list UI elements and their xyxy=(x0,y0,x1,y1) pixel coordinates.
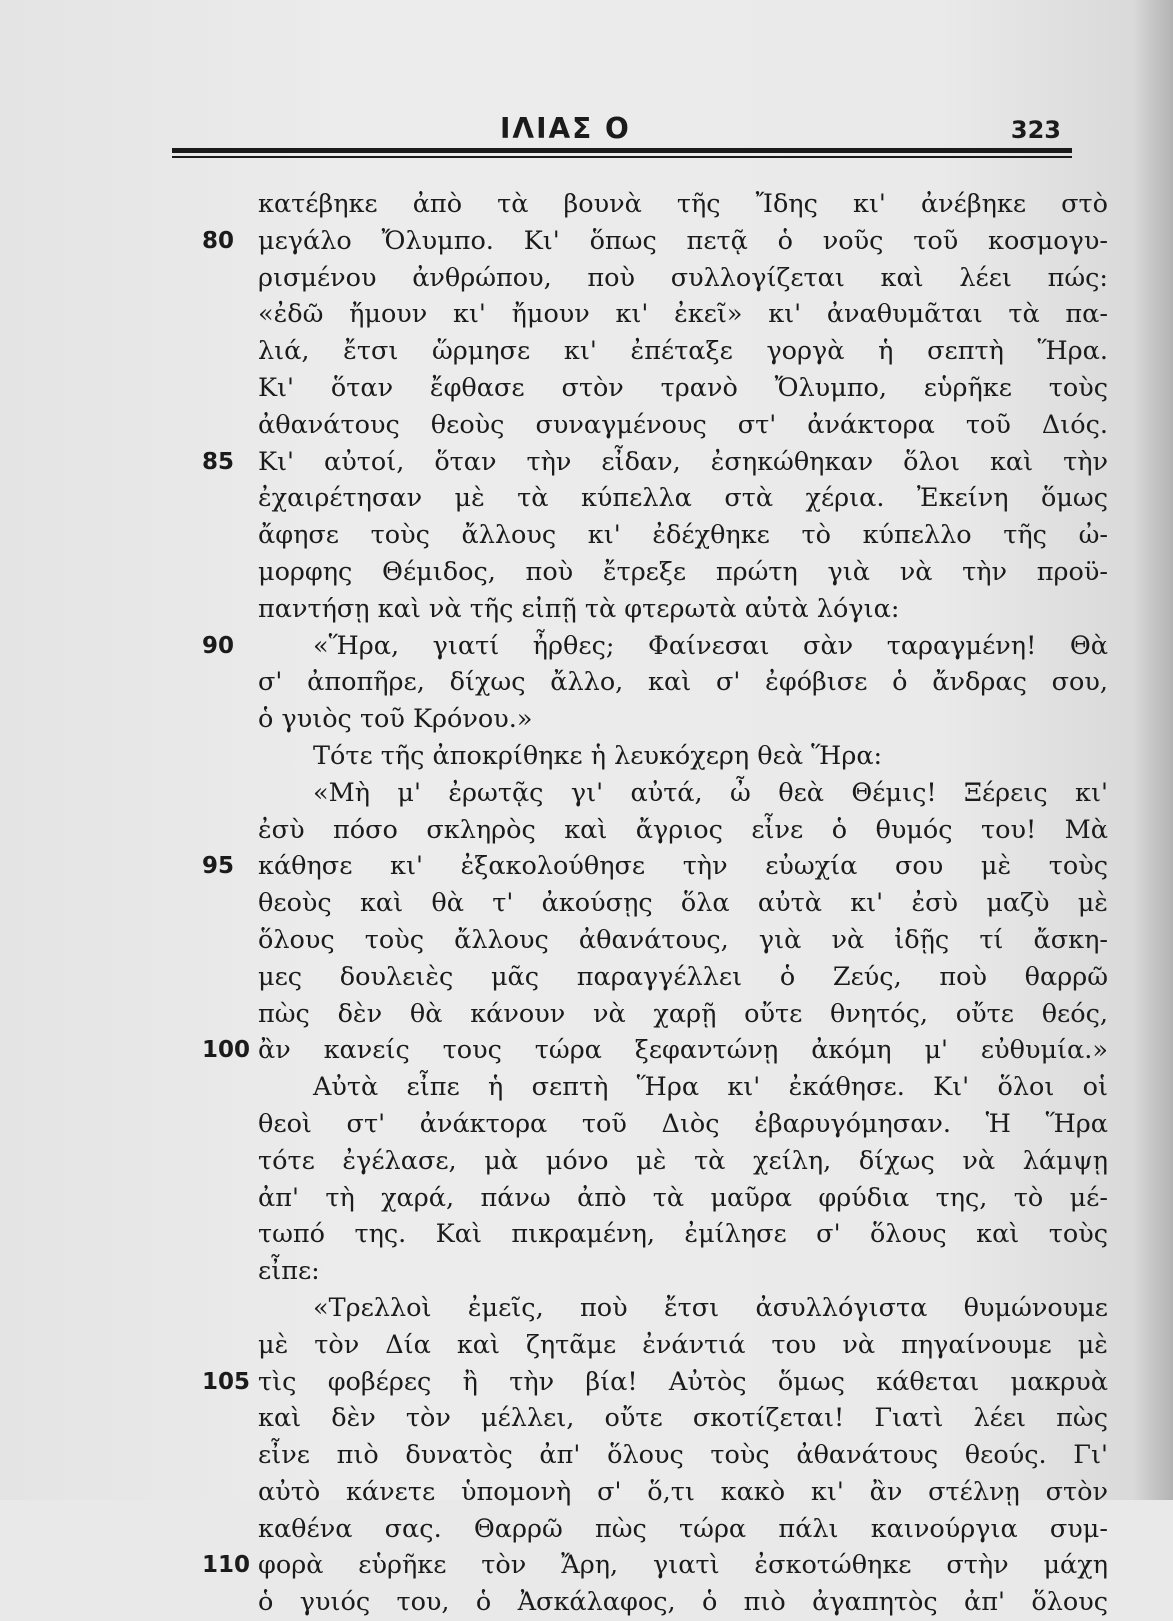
text-line xyxy=(258,1437,1108,1474)
text-line xyxy=(258,738,1108,775)
line-text: φορὰ εὑρῆκε τὸν Ἄρη, γιατὶ ἐσκοτώθηκε στὴν μάχη xyxy=(258,1550,1108,1581)
line-text: λιά, ἔτσι ὥρμησε κι' ἐπέταξε γοργὰ ἡ σεπτὴ Ἥρα. xyxy=(258,336,1108,367)
text-line xyxy=(258,1400,1108,1437)
running-head: ΙΛΙΑΣ Ο xyxy=(500,112,631,145)
text-line xyxy=(258,186,1108,223)
line-text: ρισμένου ἀνθρώπου, ποὺ συλλογίζεται καὶ λέει πώς: xyxy=(258,262,1108,293)
text-line xyxy=(258,664,1108,701)
line-text: εἶνε πιὸ δυνατὸς ἀπ' ὅλους τοὺς ἀθανάτους θεούς. Γι' xyxy=(258,1440,1108,1471)
page-header xyxy=(170,112,1075,152)
text-line xyxy=(202,628,1108,665)
text-line xyxy=(258,1106,1108,1143)
text-line xyxy=(258,591,1108,628)
line-text: Κι' ὅταν ἔφθασε στὸν τρανὸ Ὄλυμπο, εὑρῆκε τοὺς xyxy=(258,372,1108,403)
text-line xyxy=(202,223,1108,260)
line-text: «Ἥρα, γιατί ἦρθες; Φαίνεσαι σὰν ταραγμένη! Θὰ xyxy=(313,630,1108,661)
line-text: ὁ γυιός του, ὁ Ἀσκάλαφος, ὁ πιὸ ἀγαπητὸς ἀπ' ὅλους xyxy=(258,1587,1108,1618)
text-line xyxy=(258,554,1108,591)
line-number: 100 xyxy=(202,1037,251,1064)
text-line xyxy=(202,1364,1108,1401)
line-text: ὅλους τοὺς ἄλλους ἀθανάτους, γιὰ νὰ ἰδῇς τί ἄσκη- xyxy=(258,924,1108,955)
text-line xyxy=(258,333,1108,370)
line-text: Αὐτὰ εἶπε ἡ σεπτὴ Ἥρα κι' ἐκάθησε. Κι' ὅλοι οἱ xyxy=(313,1072,1108,1103)
text-line xyxy=(258,812,1108,849)
text-line xyxy=(202,1032,1108,1069)
line-text: «ἐδῶ ἤμουν κι' ἤμουν κι' ἐκεῖ» κι' ἀναθυμᾶται τὰ πα- xyxy=(258,299,1108,330)
page-edge-shadow xyxy=(1133,0,1173,1500)
text-line xyxy=(202,444,1108,481)
line-text: ἐσὺ πόσο σκληρὸς καὶ ἄγριος εἶνε ὁ θυμός του! Μὰ xyxy=(258,814,1108,845)
text-body xyxy=(202,186,1108,1621)
line-text: «Μὴ μ' ἐρωτᾷς γι' αὐτά, ὦ θεὰ Θέμις! Ξέρεις κι' xyxy=(313,777,1108,808)
line-text: τὶς φοβέρες ἢ τὴν βία! Αὐτὸς ὅμως κάθεται μακρυὰ xyxy=(258,1366,1108,1397)
page-number: 323 xyxy=(1010,116,1061,144)
line-text: τωπό της. Καὶ πικραμένη, ἐμίλησε σ' ὅλους καὶ τοὺς xyxy=(258,1219,1108,1250)
text-line xyxy=(258,1253,1108,1290)
line-text: αὐτὸ κάνετε ὑπομονὴ σ' ὅ,τι κακὸ κι' ἂν στέλνῃ στὸν xyxy=(258,1476,1108,1507)
line-text: μορφης Θέμιδος, ποὺ ἔτρεξε πρώτη γιὰ νὰ τὴν προϋ- xyxy=(258,556,1108,587)
line-text: σ' ἀποπῆρε, δίχως ἄλλο, καὶ σ' ἐφόβισε ὁ ἄνδρας σου, xyxy=(258,667,1108,698)
text-line xyxy=(258,480,1108,517)
line-text: «Τρελλοὶ ἐμεῖς, ποὺ ἔτσι ἀσυλλόγιστα θυμώνουμε xyxy=(313,1292,1108,1323)
text-line xyxy=(258,407,1108,444)
text-line xyxy=(258,959,1108,996)
line-text: κάθησε κι' ἐξακολούθησε τὴν εὐωχία σου μὲ τοὺς xyxy=(258,851,1108,882)
text-line xyxy=(258,996,1108,1033)
text-line xyxy=(258,701,1108,738)
line-number: 80 xyxy=(202,227,235,254)
line-text: πὼς δὲν θὰ κάνουν νὰ χαρῇ οὔτε θνητός, οὔτε θεός, xyxy=(258,998,1108,1029)
line-text: μες δουλειὲς μᾶς παραγγέλλει ὁ Ζεύς, ποὺ θαρρῶ xyxy=(258,961,1108,992)
line-number: 90 xyxy=(202,632,235,659)
line-text: καὶ δὲν τὸν μέλλει, οὔτε σκοτίζεται! Γιατὶ λέει πὼς xyxy=(258,1403,1108,1434)
line-text: μεγάλο Ὄλυμπο. Κι' ὅπως πετᾷ ὁ νοῦς τοῦ κοσμογυ- xyxy=(258,225,1108,256)
text-line xyxy=(258,260,1108,297)
text-line xyxy=(258,1290,1108,1327)
text-line xyxy=(258,1216,1108,1253)
text-line xyxy=(258,1327,1108,1364)
line-text: ἀθανάτους θεοὺς συναγμένους στ' ἀνάκτορα τοῦ Διός. xyxy=(258,409,1108,440)
text-line xyxy=(258,1511,1108,1548)
line-text: Κι' αὐτοί, ὅταν τὴν εἶδαν, ἐσηκώθηκαν ὅλοι καὶ τὴν xyxy=(258,446,1108,477)
text-line xyxy=(258,775,1108,812)
text-line xyxy=(202,848,1108,885)
text-line xyxy=(258,1143,1108,1180)
line-text: παντήσῃ καὶ νὰ τῆς εἰπῇ τὰ φτερωτὰ αὐτὰ λόγια: xyxy=(258,593,900,624)
line-text: θεοὺς καὶ θὰ τ' ἀκούσῃς ὅλα αὐτὰ κι' ἐσὺ μαζὺ μὲ xyxy=(258,888,1108,919)
line-text: τότε ἐγέλασε, μὰ μόνο μὲ τὰ χείλη, δίχως νὰ λάμψῃ xyxy=(258,1145,1108,1176)
line-number: 110 xyxy=(202,1552,251,1579)
line-text: μὲ τὸν Δία καὶ ζητᾶμε ἐνάντιά του νὰ πηγαίνουμε μὲ xyxy=(258,1329,1108,1360)
line-text: Τότε τῆς ἀποκρίθηκε ἡ λευκόχερη θεὰ Ἥρα: xyxy=(313,740,883,771)
line-text: ἀπ' τὴ χαρά, πάνω ἀπὸ τὰ μαῦρα φρύδια της, τὸ μέ- xyxy=(258,1182,1108,1213)
line-text: ὁ γυιὸς τοῦ Κρόνου.» xyxy=(258,704,533,735)
text-line xyxy=(258,885,1108,922)
text-line xyxy=(258,922,1108,959)
text-line xyxy=(258,1069,1108,1106)
text-line xyxy=(258,1180,1108,1217)
text-line xyxy=(258,517,1108,554)
line-text: κατέβηκε ἀπὸ τὰ βουνὰ τῆς Ἴδης κι' ἀνέβηκε στὸ xyxy=(258,189,1108,219)
text-line xyxy=(258,370,1108,407)
line-number: 95 xyxy=(202,853,235,880)
line-number: 105 xyxy=(202,1368,251,1395)
line-text: εἶπε: xyxy=(258,1256,320,1287)
line-text: ἄφησε τοὺς ἄλλους κι' ἐδέχθηκε τὸ κύπελλο τῆς ὠ- xyxy=(258,520,1108,551)
line-text: καθένα σας. Θαρρῶ πὼς τώρα πάλι καινούργια συμ- xyxy=(258,1513,1108,1544)
line-text: ἐχαιρέτησαν μὲ τὰ κύπελλα στὰ χέρια. Ἐκείνη ὅμως xyxy=(258,483,1108,514)
text-line xyxy=(258,1584,1108,1621)
line-text: θεοὶ στ' ἀνάκτορα τοῦ Διὸς ἐβαρυγόμησαν. Ἡ Ἥρα xyxy=(258,1108,1108,1139)
text-line xyxy=(258,1474,1108,1511)
line-number: 85 xyxy=(202,448,235,475)
line-text: ἂν κανείς τους τώρα ξεφαντώνῃ ἀκόμη μ' εὐθυμία.» xyxy=(258,1035,1108,1066)
text-line xyxy=(202,1547,1108,1584)
header-rule-thin xyxy=(172,156,1072,158)
header-rule xyxy=(172,148,1072,153)
text-line xyxy=(258,296,1108,333)
